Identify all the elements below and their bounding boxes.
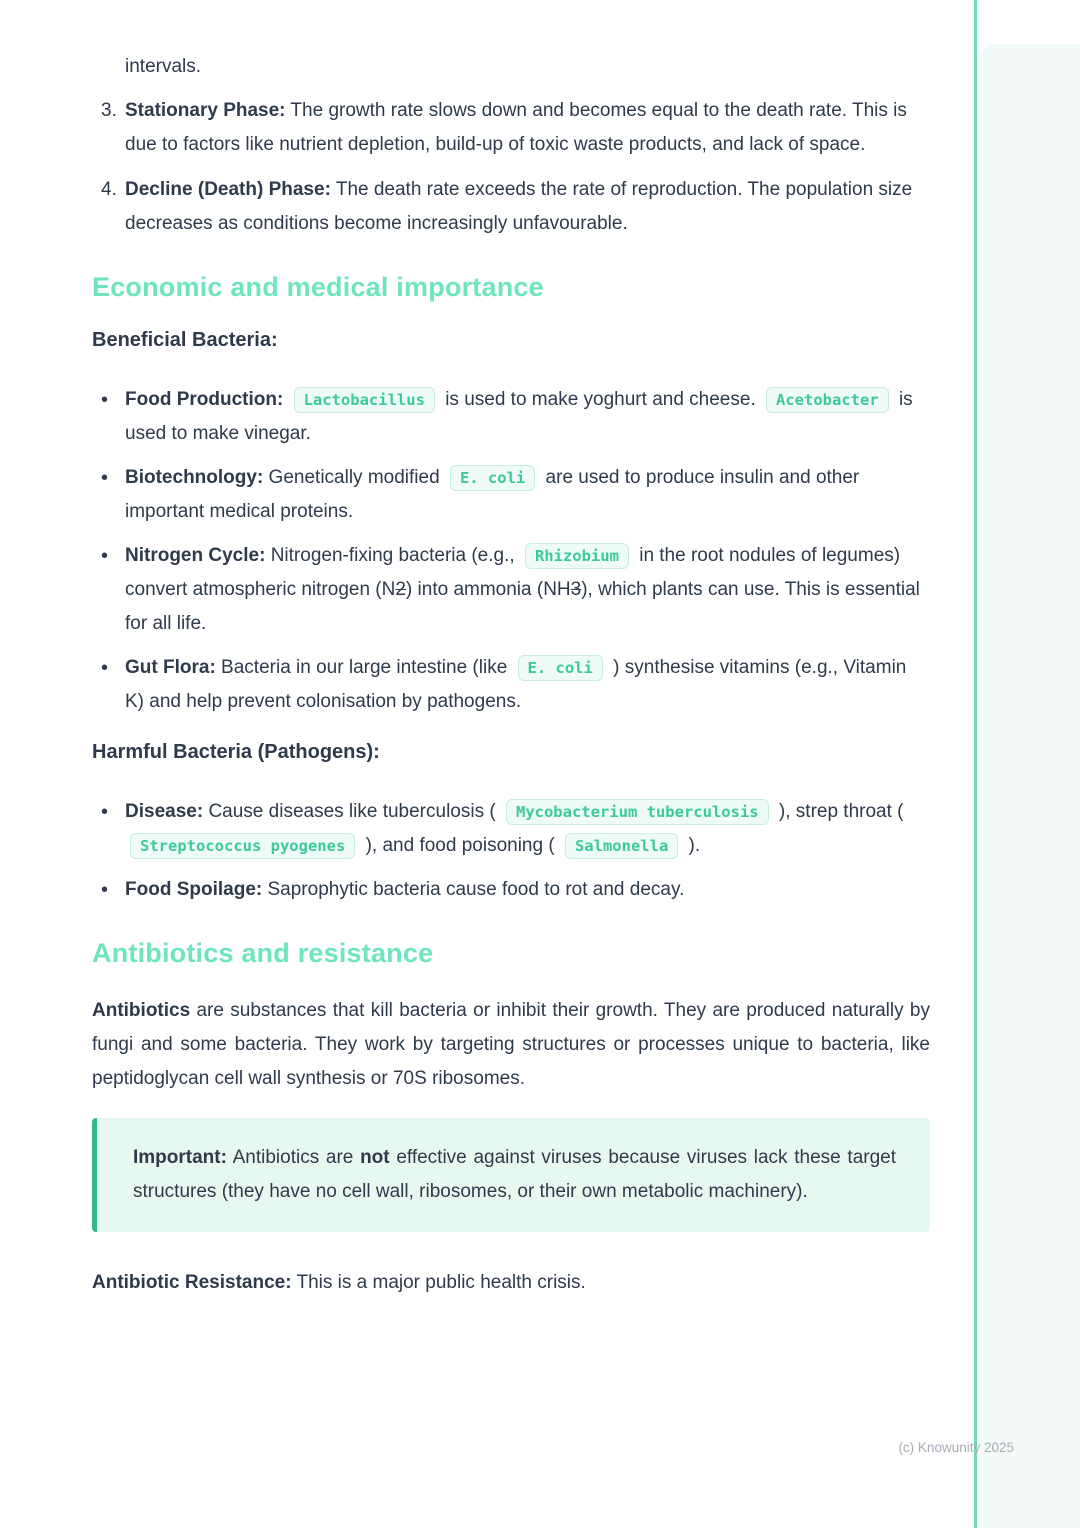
text-segment: in the root nodules of legumes) convert atmospheric nitrogen (N bbox=[125, 545, 901, 600]
list-item bbox=[92, 795, 930, 863]
section-heading-economic: Economic and medical importance bbox=[92, 272, 544, 302]
code-chip: Acetobacter bbox=[766, 387, 889, 413]
text-segment: not bbox=[360, 1147, 390, 1168]
text-segment: ), and food poisoning ( bbox=[360, 835, 560, 856]
list-item bbox=[92, 873, 930, 907]
text-segment: Biotechnology: bbox=[125, 467, 264, 488]
text-segment: is used to make yoghurt and cheese. bbox=[439, 389, 762, 410]
harmful-bacteria-list bbox=[92, 795, 930, 907]
list-number: 4. bbox=[101, 179, 117, 200]
text-segment bbox=[283, 389, 288, 410]
text-segment: The growth rate slows down and becomes equal to the death rate. This is due to factors like nutrient depletion, build-up of toxic waste products, and lack of space. bbox=[125, 100, 907, 155]
important-callout bbox=[92, 1118, 930, 1232]
text-segment: Important: bbox=[133, 1147, 227, 1168]
text-segment: Nitrogen-fixing bacteria (e.g., bbox=[265, 545, 520, 566]
text-segment: ) synthesise vitamins (e.g., Vitamin K) and help prevent colonisation by pathogens. bbox=[125, 657, 907, 712]
text-segment: ) into ammonia (NH bbox=[405, 579, 571, 600]
harmful-bacteria-title: Harmful Bacteria (Pathogens): bbox=[92, 741, 380, 763]
text-segment: Decline (Death) Phase: bbox=[125, 179, 331, 200]
list-item-text bbox=[125, 801, 904, 856]
text-segment: Nitrogen Cycle: bbox=[125, 545, 266, 566]
text-segment: ), which plants can use. This is essential for all life. bbox=[125, 579, 920, 634]
page-edge-accent-line bbox=[974, 0, 977, 1528]
list-item-text bbox=[125, 545, 920, 634]
text-segment: Antibiotics are bbox=[226, 1147, 361, 1168]
list-item bbox=[92, 94, 930, 162]
list-item bbox=[92, 651, 930, 719]
watermark: (c) Knowunity 2025 bbox=[898, 1440, 1014, 1455]
text-segment: Gut Flora: bbox=[125, 657, 216, 678]
text-segment: ), strep throat ( bbox=[773, 801, 904, 822]
text-segment: is used to make vinegar. bbox=[125, 389, 913, 444]
list-item-text bbox=[125, 173, 930, 241]
code-chip: Lactobacillus bbox=[294, 387, 435, 413]
code-chip: Salmonella bbox=[565, 833, 678, 859]
text-segment: 2 bbox=[395, 579, 406, 600]
antibiotics-intro-paragraph bbox=[92, 994, 930, 1096]
text-segment: Food Spoilage: bbox=[125, 879, 263, 900]
list-item bbox=[92, 383, 930, 451]
text-segment: Antibiotics bbox=[92, 1000, 191, 1021]
list-number: 3. bbox=[101, 100, 117, 121]
growth-phase-list bbox=[92, 94, 930, 241]
text-segment: are substances that kill bacteria or inhibit their growth. They are produced naturally by fungi and some bacteria. They work by targeting structures or processes unique to bacteria, like peptidoglycan cell wall synthesis or 70S ribosomes. bbox=[92, 1000, 930, 1089]
text-segment: Cause diseases like tuberculosis ( bbox=[203, 801, 501, 822]
callout-text bbox=[133, 1141, 896, 1209]
list-item-text bbox=[125, 389, 913, 444]
text-segment: The death rate exceeds the rate of reproduction. The population size decreases as conditions become increasingly unfavourable. bbox=[125, 179, 913, 234]
text-segment: are used to produce insulin and other important medical proteins. bbox=[125, 467, 860, 522]
list-item-text bbox=[125, 94, 930, 162]
list-item bbox=[92, 173, 930, 241]
list-item-text bbox=[125, 467, 859, 522]
code-chip: Mycobacterium tuberculosis bbox=[506, 799, 769, 825]
page-margin-panel bbox=[980, 44, 1080, 1528]
section-heading-antibiotics: Antibiotics and resistance bbox=[92, 938, 434, 968]
text-segment: effective against viruses because viruses lack these target structures (they have no cell wall, ribosomes, or their own metabolic machinery). bbox=[133, 1147, 897, 1202]
text-segment: 3 bbox=[570, 579, 582, 600]
code-chip: E. coli bbox=[450, 465, 535, 491]
document-content bbox=[92, 50, 930, 1300]
text-segment: Food Production: bbox=[125, 389, 284, 410]
beneficial-bacteria-title: Beneficial Bacteria: bbox=[92, 329, 278, 351]
list-item-continuation: intervals. bbox=[125, 56, 202, 77]
code-chip: E. coli bbox=[518, 655, 603, 681]
text-segment: Stationary Phase: bbox=[125, 100, 286, 121]
beneficial-bacteria-list bbox=[92, 383, 930, 719]
text-segment: Disease: bbox=[125, 801, 204, 822]
text-segment: Bacteria in our large intestine (like bbox=[215, 657, 513, 678]
list-item bbox=[92, 539, 930, 641]
list-item bbox=[92, 461, 930, 529]
list-item-text bbox=[125, 879, 684, 900]
code-chip: Streptococcus pyogenes bbox=[130, 833, 355, 859]
code-chip: Rhizobium bbox=[525, 543, 629, 569]
antibiotic-resistance-paragraph bbox=[92, 1266, 930, 1300]
text-segment: This is a major public health crisis. bbox=[291, 1272, 586, 1293]
text-segment: Saprophytic bacteria cause food to rot and decay. bbox=[262, 879, 685, 900]
text-segment: Genetically modified bbox=[263, 467, 445, 488]
list-item-text bbox=[125, 657, 906, 712]
text-segment: Antibiotic Resistance: bbox=[92, 1272, 292, 1293]
text-segment: ). bbox=[683, 835, 701, 856]
